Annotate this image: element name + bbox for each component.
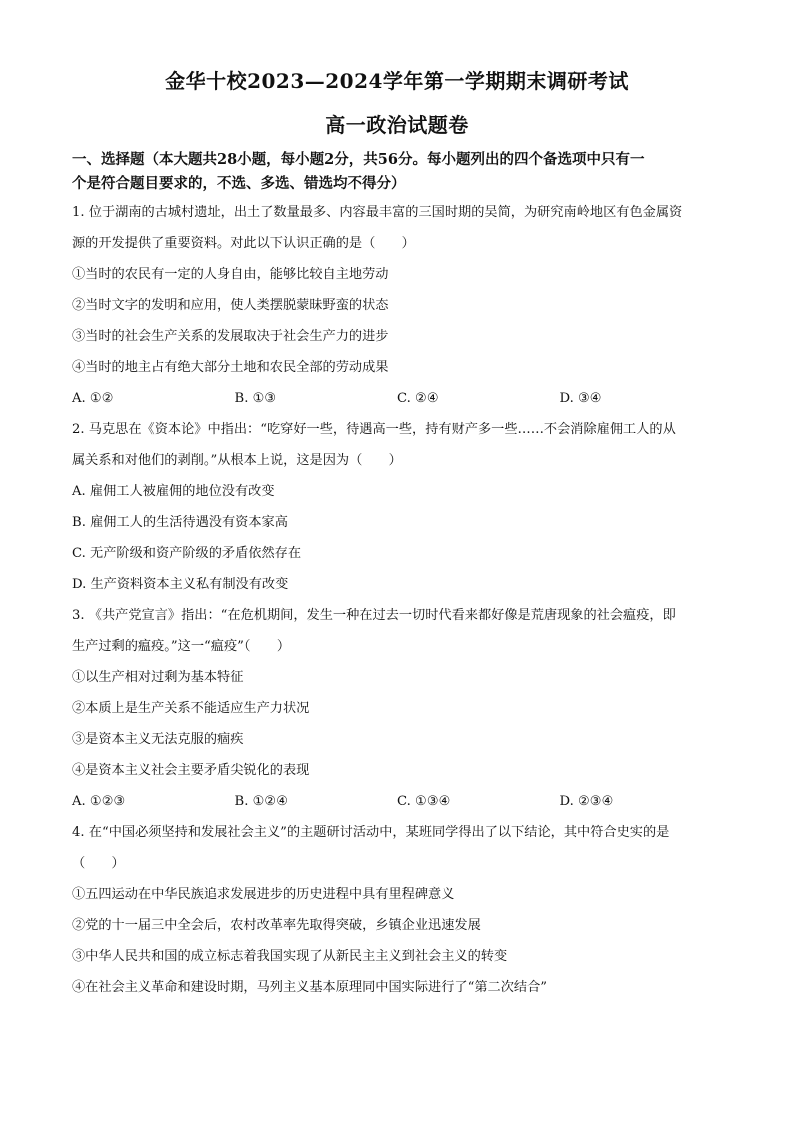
choice-b: B. 雇佣工人的生活待遇没有资本家高 (72, 515, 288, 530)
section-heading (72, 148, 722, 196)
choice-c: C. ①③④ (397, 794, 451, 809)
choice-c: C. 无产阶级和资产阶级的矛盾依然存在 (72, 546, 302, 561)
statement-item: ③中华人民共和国的成立标志着我国实现了从新民主主义到社会主义的转变 (72, 949, 508, 964)
choice-a: A. 雇佣工人被雇佣的地位没有改变 (72, 484, 275, 499)
section-heading-line: 一、选择题（本大题共28小题，每小题2分，共56分。每小题列出的四个备选项中只有一 (72, 151, 645, 168)
statement-item: ④当时的地主占有绝大部分土地和农民全部的劳动成果 (72, 360, 389, 375)
question-stem-line: 1. 位于湖南的古城村遗址，出土了数量最多、内容最丰富的三国时期的吴简，为研究南岭地区有色金属资 (72, 205, 683, 220)
statement-item: ①以生产相对过剩为基本特征 (72, 670, 244, 685)
statement-item: ②当时文字的发明和应用，使人类摆脱蒙昧野蛮的状态 (72, 298, 389, 313)
answer-choices (72, 792, 722, 812)
section-heading-line: 个是符合题目要求的，不选、多选、错选均不得分） (72, 175, 406, 192)
statement-item: ③当时的社会生产关系的发展取决于社会生产力的进步 (72, 329, 389, 344)
question-4 (72, 823, 722, 998)
question-stem-line: 生产过剩的瘟疫。”这一“瘟疫”（ ） (72, 639, 291, 654)
question-stem-line: 2. 马克思在《资本论》中指出：“吃穿好一些，待遇高一些，持有财产多一些……不会消除雇佣工人的从 (72, 422, 676, 437)
choice-d: D. 生产资料资本主义私有制没有改变 (72, 577, 289, 592)
statement-item: ②党的十一届三中全会后，农村改革率先取得突破，乡镇企业迅速发展 (72, 918, 481, 933)
question-stem-line: 属关系和对他们的剥削。”从根本上说，这是因为（ ） (72, 453, 402, 468)
choice-a: A. ①②③ (72, 794, 126, 809)
question-stem-line: （ ） (72, 856, 125, 871)
choice-c: C. ②④ (397, 391, 439, 406)
statement-item: ②本质上是生产关系不能适应生产力状况 (72, 701, 310, 716)
statement-item: ①当时的农民有一定的人身自由，能够比较自主地劳动 (72, 267, 389, 282)
statement-item: ④是资本主义社会主要矛盾尖锐化的表现 (72, 763, 310, 778)
question-2 (72, 420, 722, 595)
question-stem-line: 3. 《共产党宣言》指出：“在危机期间，发生一种在过去一切时代看来都好像是荒唐现象的社会瘟疫，即 (72, 608, 676, 623)
statement-item: ③是资本主义无法克服的痼疾 (72, 732, 244, 747)
question-stem-line: 源的开发提供了重要资料。对此以下认识正确的是（ ） (72, 236, 415, 251)
question-3 (72, 606, 722, 812)
choice-b: B. ①③ (234, 391, 277, 406)
choice-d: D. ③④ (559, 391, 602, 406)
exam-subtitle: 高一政治试题卷 (325, 113, 469, 137)
choice-d: D. ②③④ (559, 794, 614, 809)
choice-b: B. ①②④ (234, 794, 289, 809)
exam-title: 金华十校2023—2024学年第一学期期末调研考试 (165, 69, 629, 93)
statement-item: ①五四运动在中华民族追求发展进步的历史进程中具有里程碑意义 (72, 887, 455, 902)
question-1 (72, 203, 722, 409)
answer-choices (72, 389, 722, 409)
statement-item: ④在社会主义革命和建设时期，马列主义基本原理同中国实际进行了“第二次结合” (72, 980, 548, 995)
choice-a: A. ①② (72, 391, 114, 406)
question-stem-line: 4. 在“中国必须坚持和发展社会主义”的主题研讨活动中，某班同学得出了以下结论，其中符合史实的是 (72, 825, 670, 840)
